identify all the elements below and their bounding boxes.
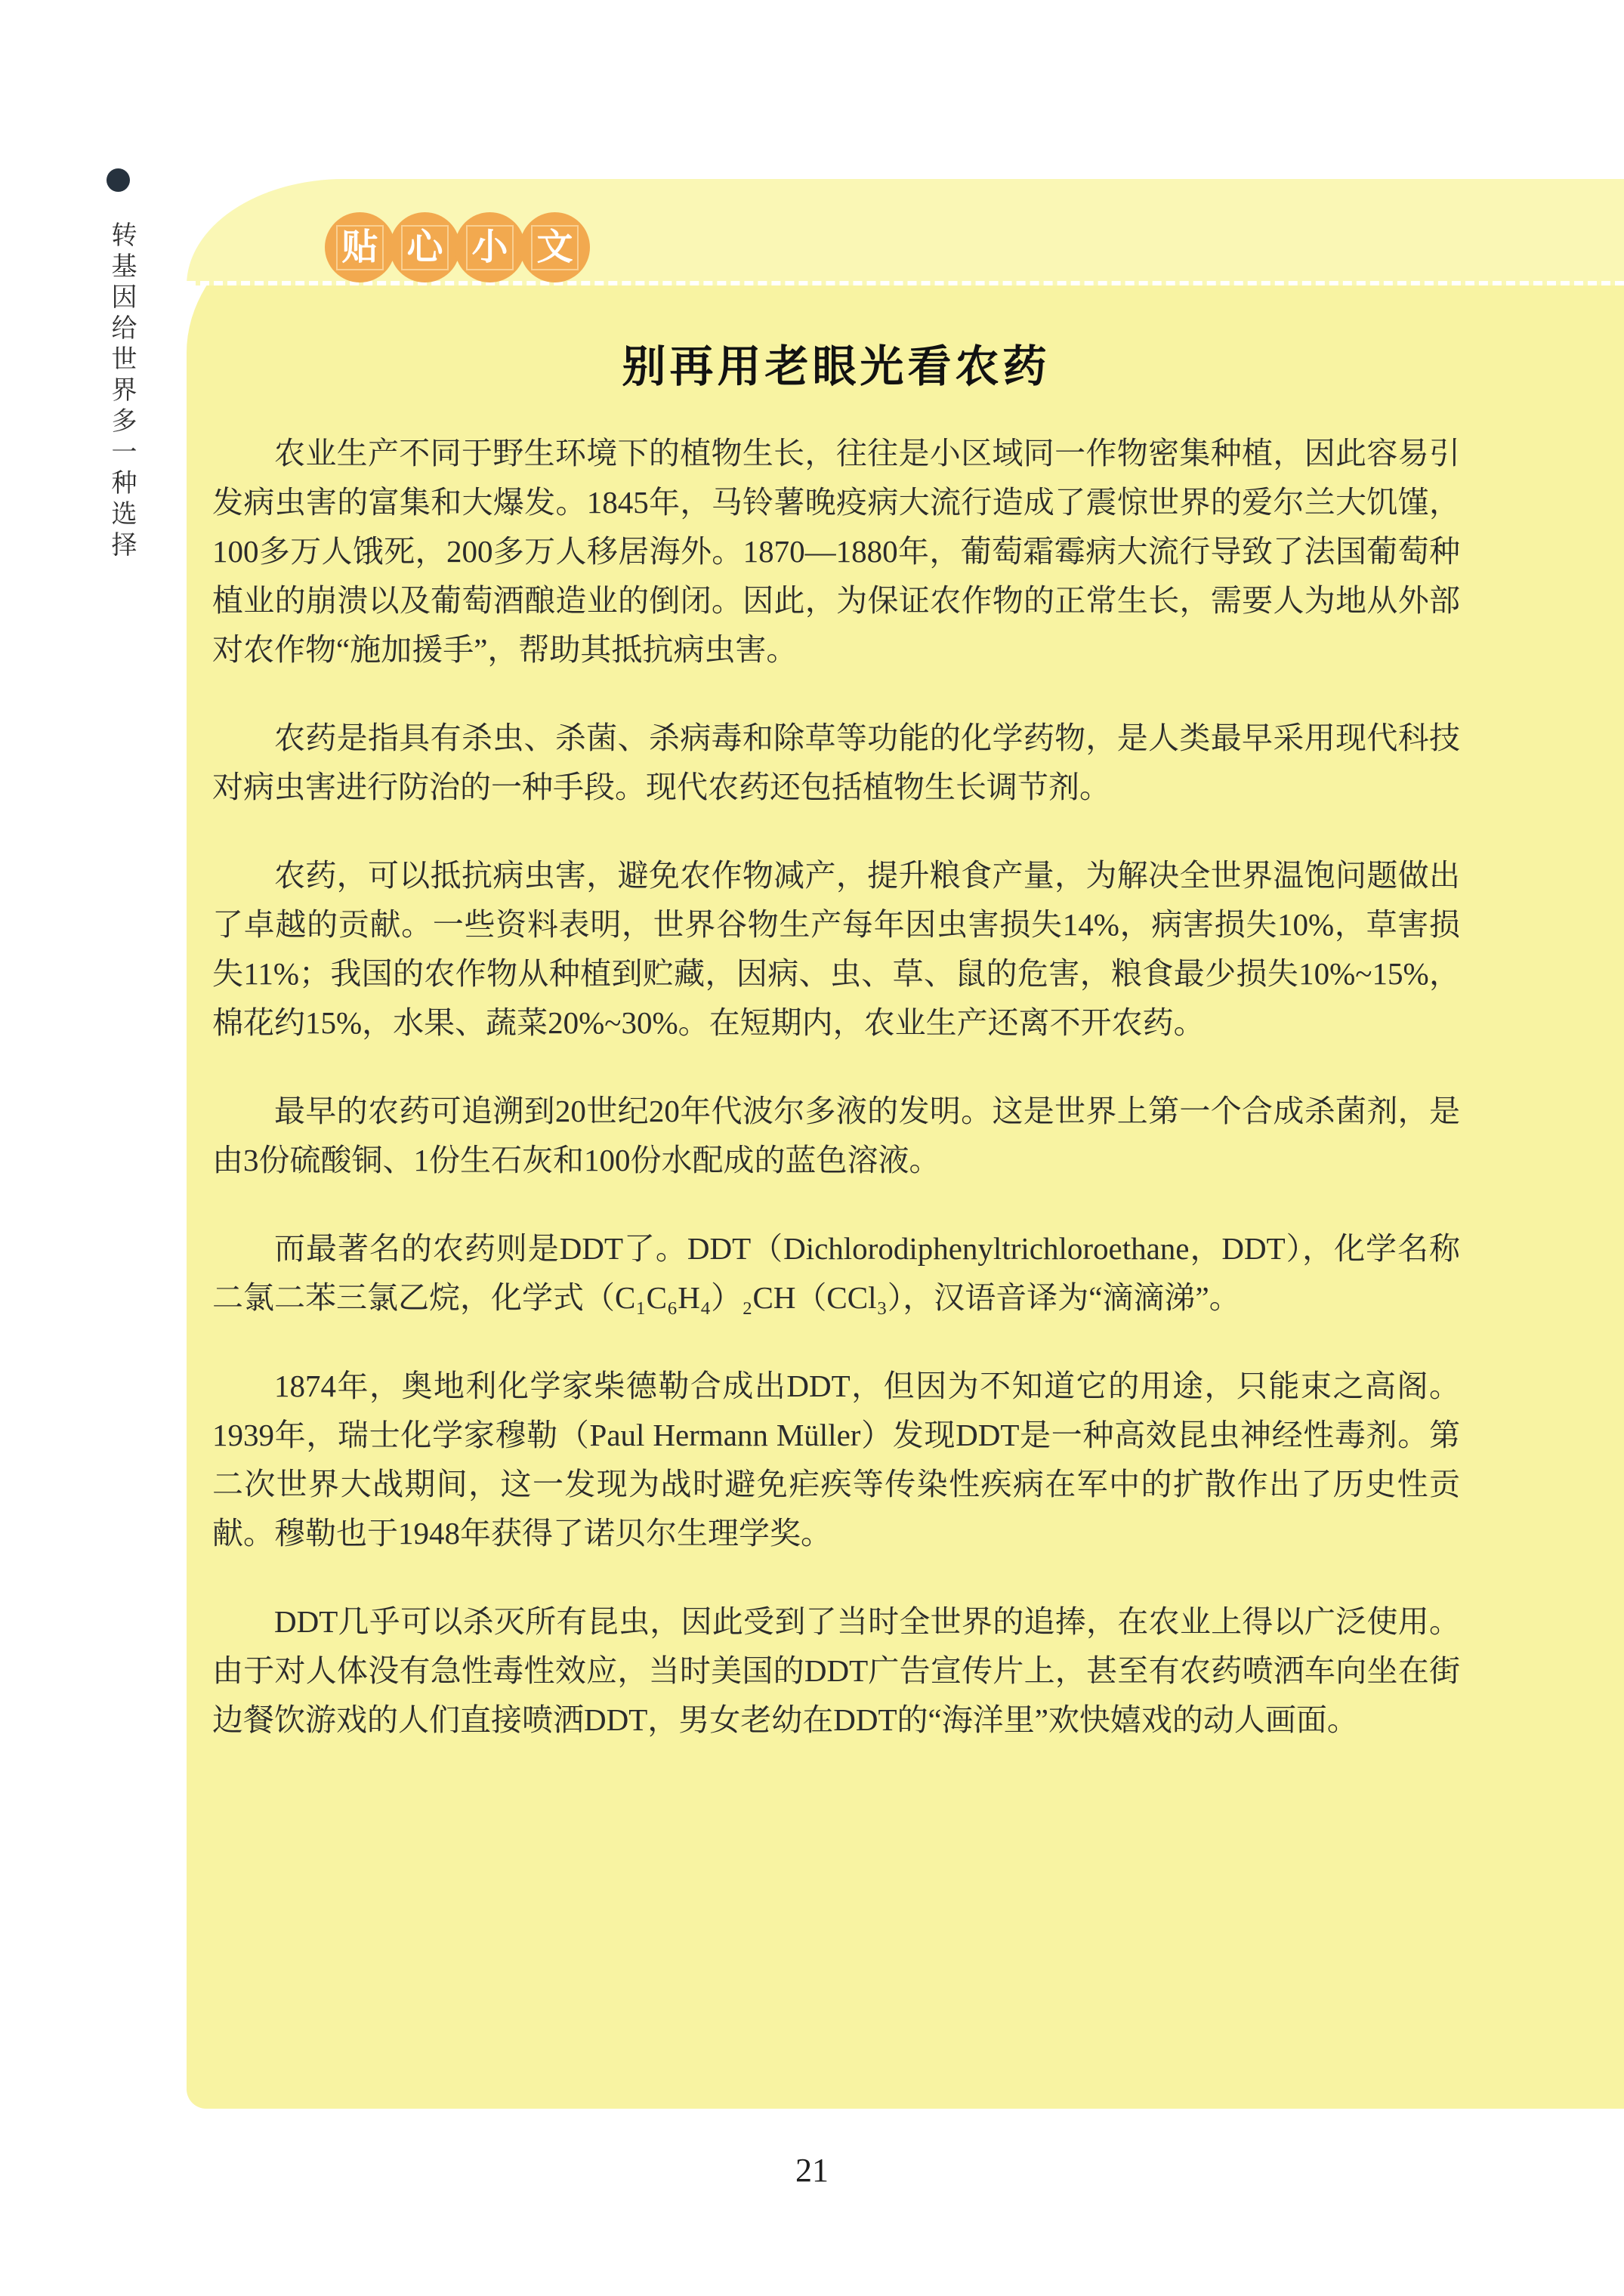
paragraph: 农药，可以抵抗病虫害，避免农作物减产，提升粮食产量，为解决全世界温饱问题做出了卓越的贡献。一些资料表明，世界谷物生产每年因虫害损失14%，病害损失10%，草害损失11%；我国的农作物从种植到贮藏，因病、虫、草、鼠的危害，粮食最少损失10%~15%，棉花约15%，水果、蔬菜20%~30%。在短期内，农业生产还离不开农药。 [212,858,1460,1040]
article-body [212,285,1460,1784]
section-badge [325,212,585,282]
badge-char: 心 [401,225,448,270]
article-title: 别再用老眼光看农药 [622,342,1051,391]
badge-char: 贴 [336,225,383,270]
content-panel [187,179,1624,2109]
bullet-dot-icon [107,168,130,192]
badge-char: 小 [466,225,513,270]
paragraph: 而最著名的农药则是DDT了。DDT（Dichlorodiphenyltrichloroethane，DDT），化学名称二氯二苯三氯乙烷，化学式（C₁C₆H₄）₂CH（CCl₃），汉语音译为“滴滴涕”。 [212,1231,1460,1315]
panel-header-band [187,179,1624,285]
paragraph: 农药是指具有杀虫、杀菌、杀病毒和除草等功能的化学药物，是人类最早采用现代科技对病虫害进行防治的一种手段。现代农药还包括植物生长调节剂。 [212,721,1460,804]
badge-circle [520,212,590,282]
paragraph: DDT几乎可以杀灭所有昆虫，因此受到了当时全世界的追捧，在农业上得以广泛使用。由于对人体没有急性毒性效应，当时美国的DDT广告宣传片上，甚至有农药喷洒车向坐在街边餐饮游戏的人们直接喷洒DDT，男女老幼在DDT的“海洋里”欢快嬉戏的动人画面。 [212,1604,1460,1737]
sidebar-vertical-title: 转基因给世界多一种选择 [107,221,135,562]
page-number: 21 [795,2152,829,2189]
paragraph: 最早的农药可追溯到20世纪20年代波尔多液的发明。这是世界上第一个合成杀菌剂，是由3份硫酸铜、1份生石灰和100份水配成的蓝色溶液。 [212,1094,1460,1177]
paragraph: 农业生产不同于野生环境下的植物生长，往往是小区域同一作物密集种植，因此容易引发病虫害的富集和大爆发。1845年，马铃薯晚疫病大流行造成了震惊世界的爱尔兰大饥馑，100多万人饿死，200多万人移居海外。1870—1880年，葡萄霜霉病大流行导致了法国葡萄种植业的崩溃以及葡萄酒酿造业的倒闭。因此，为保证农作物的正常生长，需要人为地从外部对农作物“施加援手”，帮助其抵抗病虫害。 [212,436,1460,667]
badge-circle [390,212,460,282]
badge-circle [455,212,525,282]
badge-char: 文 [531,225,578,270]
paragraph: 1874年，奥地利化学家柴德勒合成出DDT，但因为不知道它的用途，只能束之高阁。1939年，瑞士化学家穆勒（Paul Hermann Müller）发现DDT是一种高效昆虫神经性毒剂。第二次世界大战期间，这一发现为战时避免疟疾等传染性疾病在军中的扩散作出了历史性贡献。穆勒也于1948年获得了诺贝尔生理学奖。 [212,1369,1460,1551]
badge-circle [325,212,395,282]
